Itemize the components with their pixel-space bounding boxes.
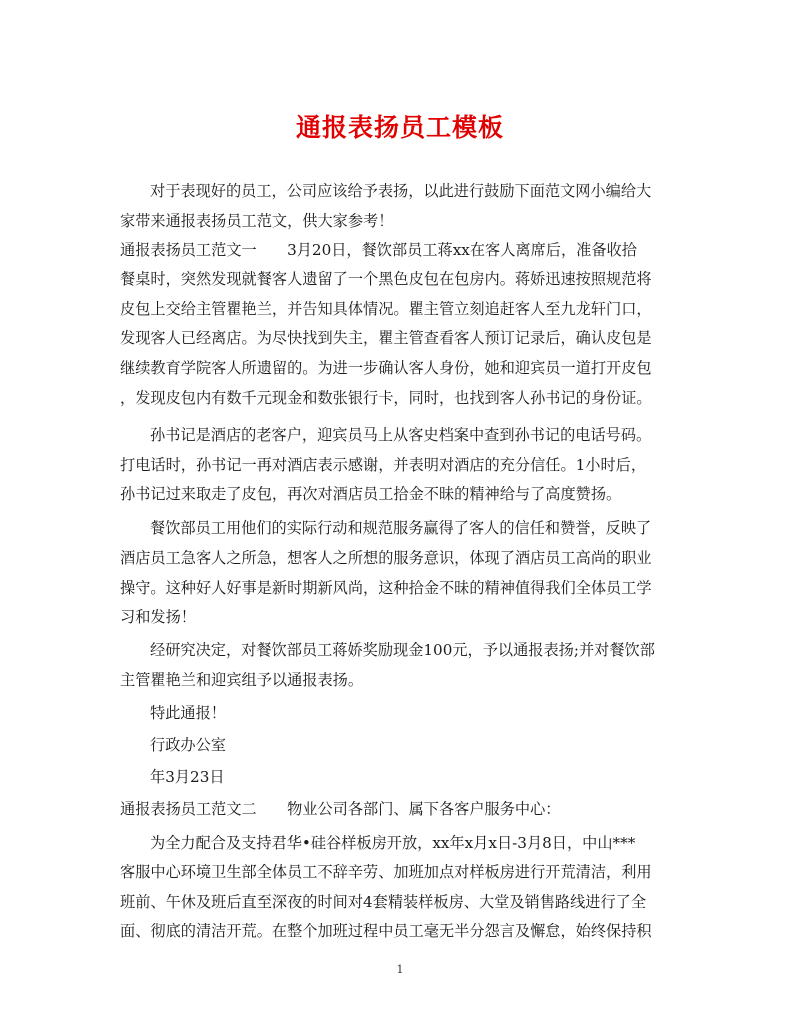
body-line: 家带来通报表扬员工范文，供大家参考！ <box>120 212 394 230</box>
body-line: 对于表现好的员工，公司应该给予表扬，以此进行鼓励下面范文网小编给大 <box>150 182 652 200</box>
body-line: 通报表扬员工范文一 3月20日，餐饮部员工蒋xx在客人离席后，准备收拾 <box>120 241 637 259</box>
page-number: 1 <box>396 963 404 976</box>
body-line: 皮包上交给主管瞿艳兰，并告知具体情况。瞿主管立刻追赶客人至九龙轩门口， <box>120 300 652 318</box>
body-line: 孙书记过来取走了皮包，再次对酒店员工拾金不昧的精神给与了高度赞扬。 <box>120 485 622 503</box>
body-line: ，发现皮包内有数千元现金和数张银行卡，同时，也找到客人孙书记的身份证。 <box>120 389 652 407</box>
body-line: 餐桌时，突然发现就餐客人遗留了一个黑色皮包在包房内。蒋娇迅速按照规范将 <box>120 270 652 288</box>
body-line: 打电话时，孙书记一再对酒店表示感谢，并表明对酒店的充分信任。1小时后， <box>120 456 647 474</box>
body-line: 经研究决定，对餐饮部员工蒋娇奖励现金100元，予以通报表扬;并对餐饮部 <box>150 641 655 659</box>
body-line: 酒店员工急客人之所急，想客人之所想的服务意识，体现了酒店员工高尚的职业 <box>120 549 652 567</box>
body-line: 客服中心环境卫生部全体员工不辞辛劳、加班加点对样板房进行开荒清洁，利用 <box>120 863 652 881</box>
body-line: 餐饮部员工用他们的实际行动和规范服务赢得了客人的信任和赞誉，反映了 <box>150 519 652 537</box>
body-line: 继续教育学院客人所遗留的。为进一步确认客人身份，她和迎宾员一道打开皮包 <box>120 359 652 377</box>
document-title: 通报表扬员工模板 <box>295 113 504 142</box>
body-line: 主管瞿艳兰和迎宾组予以通报表扬。 <box>120 671 363 689</box>
body-line: 操守。这种好人好事是新时期新风尚，这种拾金不昧的精神值得我们全体员工学 <box>120 579 652 597</box>
body-line: 发现客人已经离店。为尽快找到失主，瞿主管查看客人预订记录后，确认皮包是 <box>120 329 652 347</box>
body-line: 班前、午休及班后直至深夜的时间对4套精装样板房、大堂及销售路线进行了全 <box>120 893 647 911</box>
body-line: 为全力配合及支持君华•硅谷样板房开放，xx年x月x日-3月8日，中山*** <box>150 834 636 852</box>
body-line: 行政办公室 <box>150 736 226 754</box>
body-line: 面、彻底的清洁开荒。在整个加班过程中员工毫无半分怨言及懈怠，始终保持积 <box>120 922 652 940</box>
body-line: 年3月23日 <box>150 768 225 786</box>
body-line: 孙书记是酒店的老客户，迎宾员马上从客史档案中查到孙书记的电话号码。 <box>150 426 652 444</box>
body-line: 通报表扬员工范文二 物业公司各部门、属下各客户服务中心： <box>120 800 561 818</box>
body-line: 特此通报！ <box>150 704 226 722</box>
body-line: 习和发扬！ <box>120 608 196 626</box>
